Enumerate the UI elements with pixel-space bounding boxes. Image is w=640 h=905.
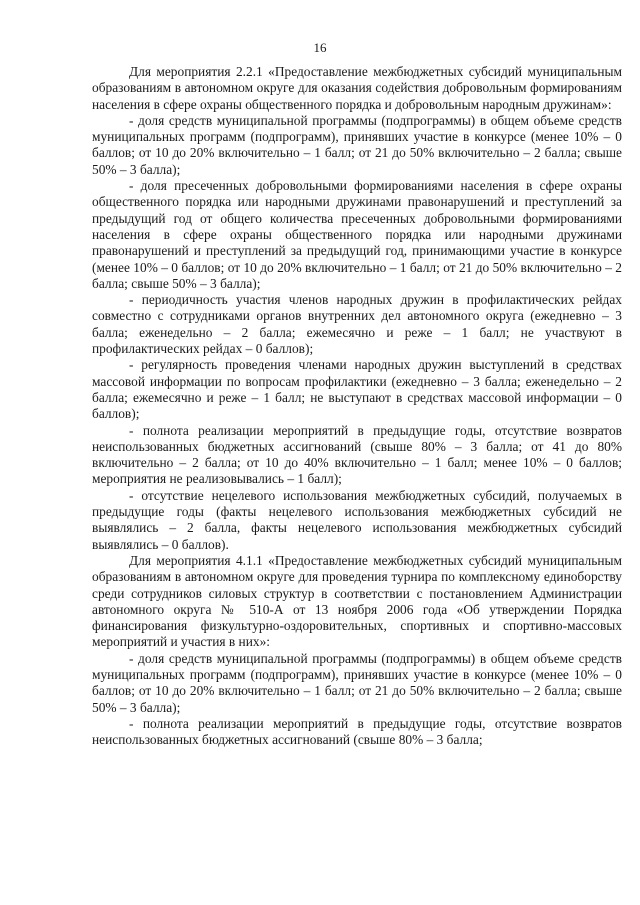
paragraph-measure-2-2-1-intro: Для мероприятия 2.2.1 «Предоставление межбюджетных субсидий муниципальным образованиям в автономном округе для оказания содействия добровольным формированиям населения в сфере охраны общественного порядка и добровольным народным дружинам»: <box>92 64 622 112</box>
criterion-suppressed-offenses-share: - доля пресеченных добровольными формированиями населения в сфере охраны общественного порядка или народными дружинами правонарушений и преступлений за предыдущий год от общего количества пресеченных добровольными формированиями населения в сфере охраны общественного порядка или народными дружинами правонарушений и преступлений за предыдущий год, принимающими участие в конкурсе (менее 10% – 0 баллов; от 10 до 20% включительно – 1 балл; от 21 до 50% включительно – 2 балла; свыше 50% – 3 балла); <box>92 178 622 291</box>
criterion-raid-frequency: - периодичность участия членов народных дружин в профилактических рейдах совместно с сотрудниками органов внутренних дел автономного округа (ежедневно – 3 балла; еженедельно – 2 балла; ежемесячно и реже – 1 балл; не участвуют в профилактических рейдах – 0 баллов); <box>92 292 622 357</box>
criterion-funds-share-4-1-1: - доля средств муниципальной программы (подпрограммы) в общем объеме средств муниципальных программ (подпрограмм), принявших участие в конкурсе (менее 10% – 0 баллов; от 10 до 20% включительно – 1 балл; от 21 до 50% включительно – 2 балла; свыше 50% – 3 балла); <box>92 650 622 715</box>
criterion-funds-share: - доля средств муниципальной программы (подпрограммы) в общем объеме средств муниципальных программ (подпрограмм), принявших участие в конкурсе (менее 10% – 0 баллов; от 10 до 20% включительно – 1 балл; от 21 до 50% включительно – 2 балла; свыше 50% – 3 балла); <box>92 112 622 177</box>
criterion-implementation-completeness: - полнота реализации мероприятий в предыдущие годы, отсутствие возвратов неиспользованных бюджетных ассигнований (свыше 80% – 3 балла; от 41 до 80% включительно – 2 балла; от 10 до 40% включительно – 1 балл; менее 10% – 0 баллов; мероприятия не реализовывались – 1 балл); <box>92 422 622 487</box>
criterion-media-appearances: - регулярность проведения членами народных дружин выступлений в средствах массовой информации по вопросам профилактики (ежедневно – 3 балла; еженедельно – 2 балла; ежемесячно и реже – 1 балл; не выступают в средствах массовой информации – 0 баллов); <box>92 357 622 422</box>
criterion-implementation-completeness-4-1-1: - полнота реализации мероприятий в предыдущие годы, отсутствие возвратов неиспользованных бюджетных ассигнований (свыше 80% – 3 балла; <box>92 715 622 748</box>
criterion-no-misuse: - отсутствие нецелевого использования межбюджетных субсидий, получаемых в предыдущие годы (факты нецелевого использования межбюджетных субсидий не выявлялись – 2 балла, факты нецелевого использования межбюджетных субсидий выявлялись – 0 баллов). <box>92 487 622 552</box>
page-number: 16 <box>313 40 327 55</box>
paragraph-measure-4-1-1-intro: Для мероприятия 4.1.1 «Предоставление межбюджетных субсидий муниципальным образованиям в автономном округе для проведения турнира по комплексному единоборству среди сотрудников силовых структур в соответствии с постановлением Администрации автономного округа № 510-А от 13 ноября 2006 года «Об утверждении Порядка финансирования физкультурно-оздоровительных, спортивных и спортивно-массовых мероприятий и участия в них»: <box>92 552 622 650</box>
document-body <box>92 64 622 748</box>
